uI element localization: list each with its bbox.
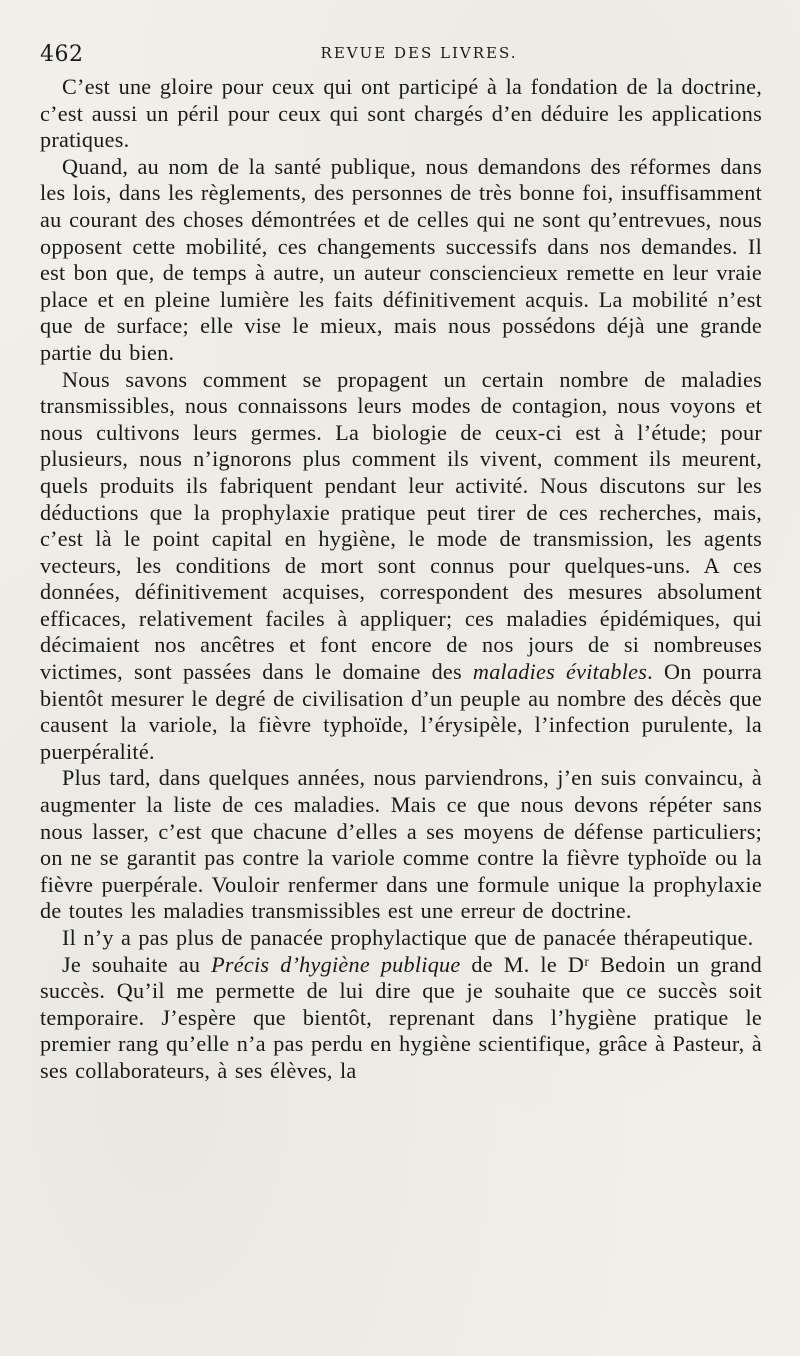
paragraph [40,765,762,925]
running-title: REVUE DES LIVRES. [320,44,518,62]
paragraph [40,952,762,1085]
paragraph [40,367,762,766]
text-segment: Je souhaite au [62,951,212,977]
text-segment: Il n’y a pas plus de panacée prophylactique que de panacée thérapeutique. [62,925,754,950]
paragraph [40,74,762,154]
italic-term: maladies évitables [472,659,648,685]
running-head [40,34,762,74]
text-segment: . On pourra bientôt mesurer le degré de civilisation d’un peuple au nombre des décès que causent la variole, la fièvre typhoïde, l’érysipèle, l’infection purulente, la puerpéralité. [40,659,762,764]
page-number: 462 [40,42,84,67]
body-text [40,74,762,1085]
paragraph [40,925,762,952]
text-segment: de M. le Dʳ Bedoin un grand succès. Qu’il me permette de lui dire que je souhaite que ce succès soit temporaire. J’espère que bientôt, reprenant dans l’hygiène pratique le premier rang qu’elle n’a pas perdu en hygiène scientifique, grâce à Pasteur, à ses collaborateurs, à ses élèves, la [40,951,762,1083]
text-segment: C’est une gloire pour ceux qui ont participé à la fondation de la doctrine, c’est aussi un péril pour ceux qui sont chargés d’en déduire les applications pratiques. [40,74,762,153]
text-segment: Quand, au nom de la santé publique, nous demandons des réformes dans les lois, dans les règlements, des personnes de très bonne foi, insuffisamment au courant des choses démontrées et de celles qui ne sont qu’entrevues, nous opposent cette mobilité, ces changements successifs dans nos demandes. Il est bon que, de temps à autre, un auteur consciencieux remette en leur vraie place et en pleine lumière les faits définitivement acquis. La mobilité n’est que de surface; elle vise le mieux, mais nous possédons déjà une grande partie du bien. [40,153,762,365]
book-title: Précis d’hygiène publique [211,951,461,977]
text-segment: Plus tard, dans quelques années, nous parviendrons, j’en suis convaincu, à augmenter la liste de ces maladies. Mais ce que nous devons répéter sans nous lasser, c’est que chacune d’elles a ses moyens de défense particuliers; on ne se garantit pas contre la variole comme contre la fièvre typhoïde ou la fièvre puerpérale. Vouloir renfermer dans une formule unique la prophylaxie de toutes les maladies transmissibles est une erreur de doctrine. [40,765,762,924]
text-segment: Nous savons comment se propagent un certain nombre de maladies transmissibles, nous connaissons leurs modes de contagion, nous voyons et nous cultivons leurs germes. La biologie de ceux-ci est à l’étude; pour plusieurs, nous n’ignorons plus comment ils vivent, comment ils meurent, quels produits ils fabriquent pendant leur activité. Nous discutons sur les déductions que la prophylaxie pratique peut tirer de ces recherches, mais, c’est là le point capital en hygiène, le mode de transmission, les agents vecteurs, les conditions de mort sont connus pour quelques-uns. A ces données, définitivement acquises, correspondent des mesures absolument efficaces, relativement faciles à appliquer; ces maladies épidémiques, qui décimaient nos ancêtres et font encore de nos jours de si nombreuses victimes, sont passées dans le domaine des [40,366,762,685]
paragraph [40,154,762,367]
